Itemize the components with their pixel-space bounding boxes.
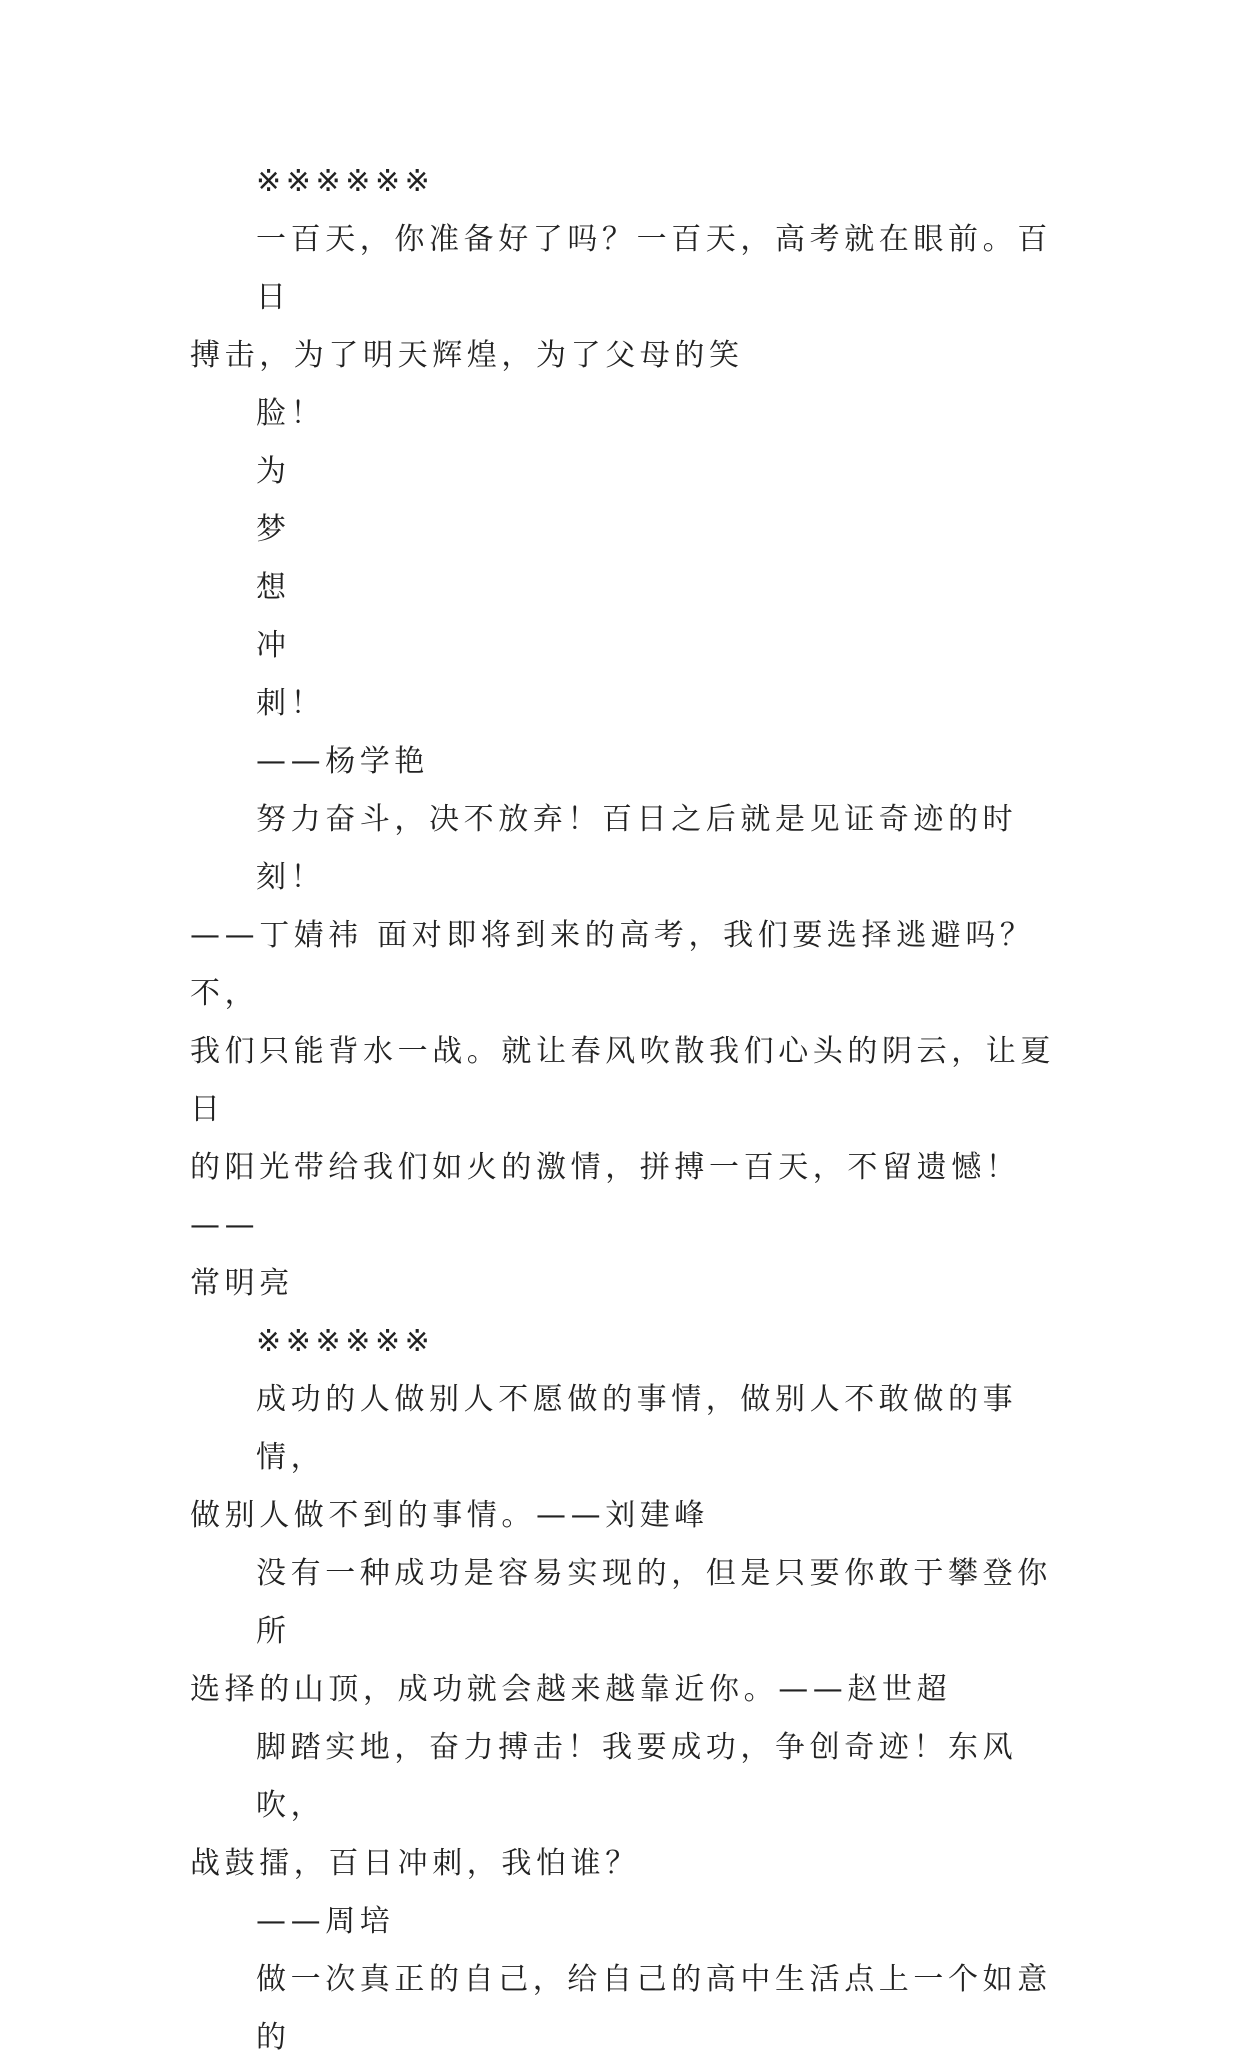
text-line: 梦	[256, 512, 291, 547]
text-line: 没有一种成功是容易实现的，但是只要你敢于攀登你所	[256, 1556, 1052, 1649]
paragraph	[190, 1545, 1070, 1719]
text-line: 成功的人做别人不愿做的事情，做别人不敢做的事情，	[256, 1382, 1018, 1475]
separator-line: ※※※※※※	[256, 1324, 435, 1359]
text-line: 战鼓擂，百日冲刺，我怕谁？	[190, 1846, 640, 1881]
separator-line: ※※※※※※	[256, 164, 435, 199]
text-line: 做一次真正的自己，给自己的高中生活点上一个如意的	[256, 1962, 1052, 2055]
text-line: 脚踏实地，奋力搏击！我要成功，争创奇迹！东风吹，	[256, 1730, 1018, 1823]
author-line: ——周培	[256, 1904, 395, 1939]
paragraph	[190, 791, 1070, 1313]
text-line: 想	[256, 570, 291, 605]
paragraph	[190, 1719, 1070, 1893]
text-line: 的阳光带给我们如火的激情，拼搏一百天，不留遗憾！——	[190, 1150, 1021, 1243]
paragraph	[190, 1371, 1070, 1545]
document-body	[190, 153, 1070, 2067]
text-line: 选择的山顶，成功就会越来越靠近你。——赵世超	[190, 1672, 952, 1707]
text-line: 努力奋斗，决不放弃！百日之后就是见证奇迹的时刻！	[256, 802, 1018, 895]
text-line: 冲	[256, 628, 291, 663]
text-line: 做别人做不到的事情。——刘建峰	[190, 1498, 709, 1533]
text-line: 我们只能背水一战。就让春风吹散我们心头的阴云，让夏日	[190, 1034, 1055, 1127]
text-line: 搏击，为了明天辉煌，为了父母的笑	[190, 338, 744, 373]
text-line: 一百天，你准备好了吗？一百天，高考就在眼前。百日	[256, 222, 1052, 315]
text-line: 常明亮	[190, 1266, 294, 1301]
text-line: 为	[256, 454, 291, 489]
text-line: 脸！	[256, 396, 326, 431]
paragraph	[190, 211, 1070, 385]
text-line: ——丁婧祎 面对即将到来的高考，我们要选择逃避吗？不，	[190, 918, 1035, 1011]
author-line: ——杨学艳	[256, 744, 429, 779]
text-line: 刺！	[256, 686, 326, 721]
